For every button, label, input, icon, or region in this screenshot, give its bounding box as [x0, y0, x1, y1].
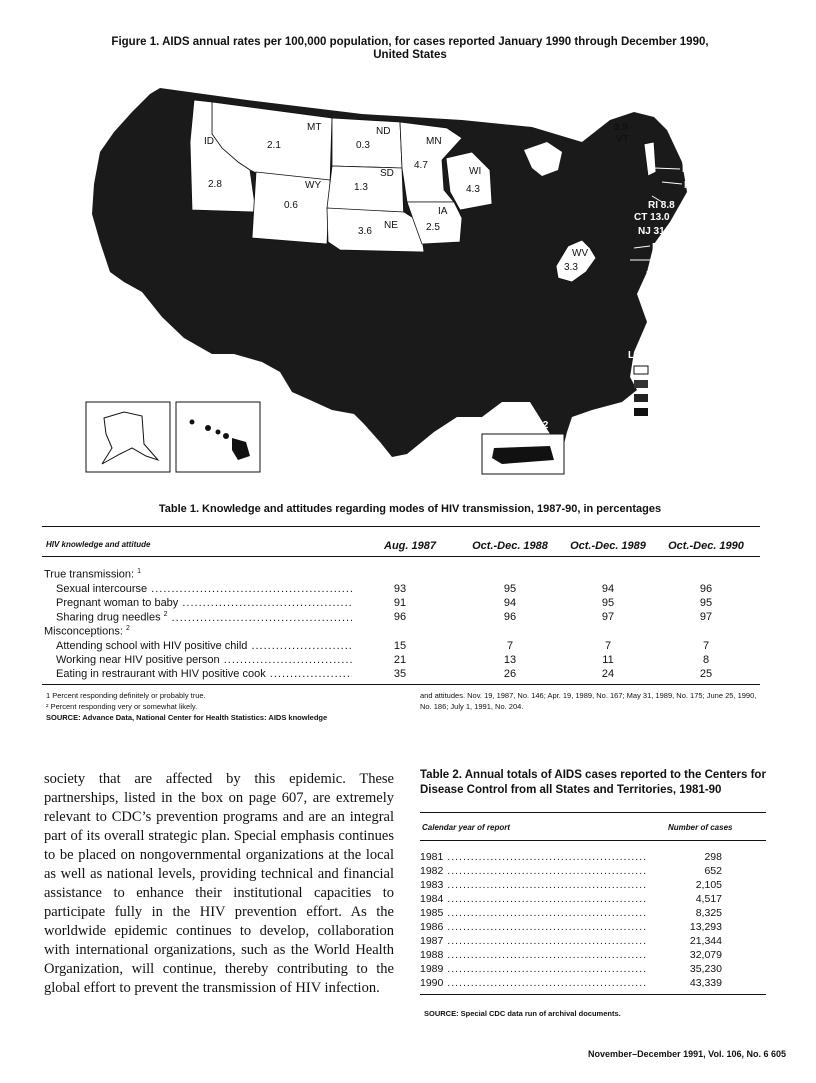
- table2-top-rule: [420, 812, 766, 813]
- label-ct: CT 13.0: [634, 212, 670, 223]
- table1-cell: 8: [702, 654, 710, 666]
- table1-cell: 91: [393, 597, 407, 609]
- table1-cell: 95: [601, 597, 615, 609]
- legend-item-0: 0–4.9: [654, 366, 680, 377]
- label-vt: VT: [616, 134, 629, 145]
- table2-bottom-rule: [420, 994, 766, 995]
- table2-cases: 13,293: [689, 921, 722, 933]
- table1-bottom-rule: [42, 684, 760, 685]
- label-wv: WV: [572, 248, 589, 259]
- label-sd: SD: [380, 168, 394, 179]
- value-ne: 3.6: [358, 226, 372, 237]
- table2-year: 1987 .....: [420, 935, 646, 948]
- legend-swatch-2: [634, 394, 648, 402]
- table1-cell: 96: [503, 611, 517, 623]
- value-nd: 0.3: [356, 140, 370, 151]
- label-ne: NE: [384, 220, 398, 231]
- table1-cell: 7: [604, 640, 612, 652]
- figure-title: Figure 1. AIDS annual rates per 100,000 population, for cases reported January 1990 through December 1990, United States: [111, 36, 709, 61]
- table1-row-label: Working near HIV positive person .....: [56, 654, 352, 666]
- legend-title: Legend: [628, 350, 664, 361]
- table1-title: Table 1. Knowledge and attitudes regarding modes of HIV transmission, 1987-90, in percentages: [158, 503, 662, 515]
- value-ia: 2.5: [426, 222, 440, 233]
- table2-year: 1988 .....: [420, 949, 646, 962]
- table1-header-label: HIV knowledge and attitude: [46, 540, 151, 549]
- hawaii-inset: [176, 402, 260, 472]
- table2-year: 1982 .....: [420, 865, 646, 878]
- table1-cell: 15: [393, 640, 407, 652]
- table2-header-year: Calendar year of report: [422, 823, 511, 832]
- label-md: MD 21.2: [652, 256, 690, 267]
- value-sd: 1.3: [354, 182, 368, 193]
- table1-cell: 95: [699, 597, 713, 609]
- table2-year: 1990 .....: [420, 977, 646, 990]
- table1-section-misconceptions: Misconceptions: $^2$: [44, 625, 130, 638]
- table1-top-rule: [42, 526, 760, 527]
- table1-header-c1: Aug. 1987: [384, 540, 436, 552]
- label-de: DE 13.9: [652, 242, 689, 253]
- value-mt: 2.1: [267, 140, 281, 151]
- label-nh: NH 5.9: [682, 164, 714, 175]
- table1-cell: 96: [393, 611, 407, 623]
- label-mn: MN: [426, 136, 442, 147]
- table2-cases: 32,079: [689, 949, 722, 961]
- table1-cell: 13: [503, 654, 517, 666]
- table1-cell: 21: [393, 654, 407, 666]
- label-nj: NJ 31.5: [638, 226, 674, 237]
- label-ri: RI 8.8: [648, 200, 675, 211]
- table1-cell: 35: [393, 668, 407, 680]
- table1-cell: 93: [393, 583, 407, 595]
- value-id: 2.8: [208, 179, 222, 190]
- value-wy: 0.6: [284, 200, 298, 211]
- value-wi: 4.3: [466, 184, 480, 195]
- table1-header-c2: Oct.-Dec. 1988: [472, 540, 548, 552]
- label-wy: WY: [305, 180, 322, 191]
- table2-header-rule: [420, 840, 766, 841]
- table1-row-label: Sexual intercourse .....: [56, 583, 352, 595]
- legend-item-3: ≤ 15.0: [654, 408, 682, 419]
- table1-footnotes: 1 Percent responding definitely or probably true. ² Percent responding very or somewhat likely. SOURCE: Advance Data, National Center for Health Statistics: AIDS knowledge: [46, 691, 328, 722]
- table2-year: 1983 .....: [420, 879, 646, 892]
- table1-cell: 7: [702, 640, 710, 652]
- table2-title: Table 2. Annual totals of AIDS cases reported to the Centers for Disease Control from all States and Territories, 1981-90: [420, 769, 766, 796]
- table2-source: SOURCE: Special CDC data run of archival documents.: [424, 1009, 621, 1018]
- table1-row-label: Attending school with HIV positive child .....: [56, 640, 352, 652]
- table1-row-label: Sharing drug needles $^2$ .....: [56, 611, 352, 624]
- legend-swatch-3: [634, 408, 648, 416]
- legend-item-1: 5.0–9.9: [654, 380, 688, 391]
- us-aids-rate-map: [62, 72, 762, 492]
- legend-swatch-1: [634, 380, 648, 388]
- table1-header-c4: Oct.-Dec. 1990: [668, 540, 744, 552]
- label-id: ID: [204, 136, 214, 147]
- label-vt-value: 3.9: [614, 122, 628, 133]
- table2-cases: 8,325: [695, 907, 722, 919]
- table1-cell: 95: [503, 583, 517, 595]
- table2-year: 1981 .....: [420, 851, 646, 864]
- label-wi: WI: [469, 166, 482, 177]
- table1-row-label: Pregnant woman to baby .....: [56, 597, 352, 609]
- table1-cell: 7: [506, 640, 514, 652]
- table2-cases: 4,517: [695, 893, 722, 905]
- table1-cell: 96: [699, 583, 713, 595]
- label-ma: MA 14.2: [684, 180, 722, 191]
- table1-row-label: Eating in restraurant with HIV positive cook .....: [56, 668, 352, 680]
- legend-item-2: 10.0–14.9: [654, 394, 699, 405]
- table1-header-rule: [42, 556, 760, 557]
- table1-cell: 24: [601, 668, 615, 680]
- label-dc: DC 121.1: [646, 270, 689, 281]
- table2-cases: 21,344: [689, 935, 722, 947]
- table1-cell: 94: [601, 583, 615, 595]
- label-hawaii: Hawaii 13.8: [192, 390, 246, 401]
- legend-swatch-0: [634, 366, 648, 374]
- table2-cases: 2,105: [695, 879, 722, 891]
- value-wv: 3.3: [564, 262, 578, 273]
- table2-year: 1984 .....: [420, 893, 646, 906]
- page-footer: November–December 1991, Vol. 106, No. 6 605: [588, 1049, 786, 1059]
- table2-cases: 652: [704, 865, 722, 877]
- table1-cell: 97: [699, 611, 713, 623]
- value-mn: 4.7: [414, 160, 428, 171]
- table1-section-true: True transmission: $^1$: [44, 568, 142, 581]
- table2-cases: 35,230: [689, 963, 722, 975]
- table2-cases: 43,339: [689, 977, 722, 989]
- table1-cell: 26: [503, 668, 517, 680]
- table2-year: 1989 .....: [420, 963, 646, 976]
- table1-cell: 97: [601, 611, 615, 623]
- table1-cell: 94: [503, 597, 517, 609]
- label-alaska: Alaska 4.5: [92, 390, 141, 401]
- label-ia: IA: [438, 206, 448, 217]
- table1-source-continued: and attitudes. Nov. 19, 1987, No. 146; Apr. 19, 1989, No. 167; May 31, 1989, No. 175; June 25, 1990, No. 186; July 1, 1991, No. 204.: [420, 691, 757, 711]
- table1-cell: 11: [602, 654, 614, 666]
- legend: [628, 350, 699, 419]
- table1-header-c3: Oct.-Dec. 1989: [570, 540, 646, 552]
- table2-year: 1985 .....: [420, 907, 646, 920]
- body-paragraph: society that are affected by this epidemic. These partnerships, listed in the box on page 607, are extremely relevant to CDC’s prevention programs and are an integral part of its overall strategic plan. Special emphasis continues to be placed on nongovernmental organizations at the local as well as national levels, providing technical and financial assistance to enhance their institutional capacities to participate fully in the HIV prevention effort. As the worldwide epidemic continues to develop, collaboration with international organizations, such as the World Health Organization, will continue, thereby contributing to the global effort to prevent the transmission of HIV infection.: [44, 771, 394, 996]
- label-nd: ND: [376, 126, 391, 137]
- table2-header-cases: Number of cases: [668, 823, 733, 832]
- table2-year: 1986 .....: [420, 921, 646, 934]
- table2-cases: 298: [704, 851, 722, 863]
- table1-cell: 25: [699, 668, 713, 680]
- label-puerto-rico: Puerto Rico 52.2: [470, 420, 549, 431]
- label-mt: MT: [307, 122, 322, 133]
